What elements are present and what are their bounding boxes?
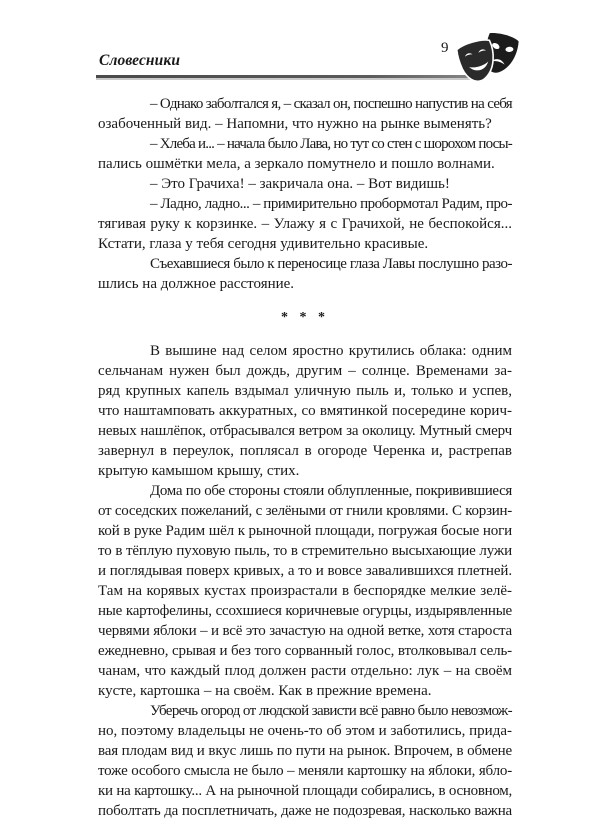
text-line: Уберечь огород от людской зависти всё равно было невозмож- (150, 703, 512, 719)
paragraph (98, 94, 512, 134)
text-line: поболтать да посплетничать, даже не подозревая, насколько важна (98, 803, 512, 819)
text-line: ки на картошку... А на рыночной площади собирались, в основном, (98, 783, 512, 799)
text-line: шлись на должное расстояние. (98, 276, 295, 292)
theatre-masks-icon (455, 30, 521, 88)
text-line: озабоченный вид. – Напомни, что нужно на рынке выменять? (98, 116, 492, 132)
text-line: то в тёплую пуховую пыль, то в стремительно высыхающие лужи (98, 543, 512, 559)
text-line: Там на корявых кустах произрастали в беспорядке мелкие зелё- (98, 583, 512, 599)
page-number: 9 (441, 40, 449, 56)
text-line: В вышине над селом яростно крутились облака: одним (150, 343, 512, 359)
header-rule-shadow (96, 78, 476, 80)
text-line: чанам, что каждый плод должен расти отдельно: лук – на своём (98, 663, 512, 679)
paragraph (98, 341, 512, 481)
paragraph (98, 174, 512, 194)
text-line: – Ладно, ладно... – примирительно пробормотал Радим, про- (150, 196, 512, 212)
paragraph (98, 134, 512, 174)
paragraph (98, 254, 512, 294)
text-line: вая плодам вид и вкус лишь по пути на рынок. Впрочем, в обмене (98, 743, 512, 759)
running-title: Словесники (99, 52, 181, 69)
section-separator: * * * (281, 310, 329, 325)
text-line: от соседских пожеланий, с зелёными от гнили кровлями. С корзин- (98, 503, 512, 519)
text-line: кусте, картошка – на своём. Как в прежние времена. (98, 683, 432, 699)
paragraph (98, 194, 512, 254)
text-line: – Хлеба и... – начала было Лава, но тут со стен с шорохом посы- (150, 136, 512, 152)
text-line: – Однако заболтался я, – сказал он, поспешно напустив на себя (150, 96, 512, 112)
text-line: что наштамповать аккуратных, со вмятинкой посередине корич- (98, 403, 512, 419)
text-line: Кстати, глаза у тебя сегодня удивительно красивые. (98, 236, 429, 252)
text-line: червями яблоки – и всё это зачастую на одной ветке, хотя староста (98, 623, 512, 639)
text-line: невых нашлёпок, отбрасывался ветром за околицу. Мутный смерч (98, 423, 512, 439)
text-line: – Это Грачиха! – закричала она. – Вот видишь! (150, 176, 450, 192)
text-line: крытую камышом крышу, стих. (98, 463, 300, 479)
text-line: ряд крупных капель вздымал уличную пыль и, только и успев, (98, 383, 512, 399)
text-line: кой в руке Радим шёл к рыночной площади, погружая босые ноги (98, 523, 512, 539)
paragraph (98, 481, 512, 701)
text-line: пались ошмётки мела, а зеркало помутнело и пошло волнами. (98, 156, 495, 172)
text-line: но, поэтому владельцы не очень-то об этом и заботились, прида- (98, 723, 512, 739)
text-line: тоже особого смысла не было – меняли картошку на яблоки, ябло- (98, 763, 512, 779)
body-text (98, 94, 512, 821)
text-line: тягивая руку к корзинке. – Улажу я с Грачихой, не беспокойся... (98, 216, 512, 232)
text-line: ежедневно, срывая и без того сорванный голос, втолковывал сель- (98, 643, 512, 659)
paragraph (98, 701, 512, 821)
text-line: завернул в переулок, поплясал в огороде Черенка и, растрепав (98, 443, 512, 459)
text-line: ные картофелины, ссохшиеся коричневые огурцы, издырявленные (98, 603, 512, 619)
text-line: Дома по обе стороны стояли облупленные, покривившиеся (150, 483, 512, 499)
text-line: сельчанам нужен был дождь, другим – солнце. Временами за- (98, 363, 512, 379)
text-line: и поглядывая поверх кривых, а то и вовсе завалившихся плетней. (98, 563, 512, 579)
text-line: Съехавшиеся было к переносице глаза Лавы послушно разо- (150, 256, 512, 272)
